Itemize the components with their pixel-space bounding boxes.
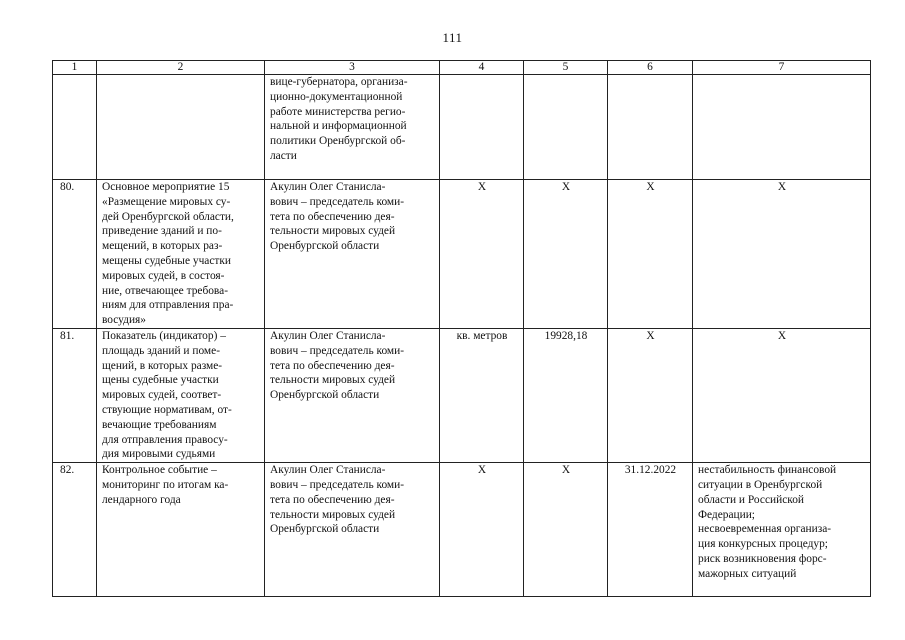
- text-line: ситуации в Оренбургской: [698, 478, 823, 491]
- value-cell: 19928,18: [524, 329, 608, 463]
- text-line: Оренбургской области: [270, 389, 380, 402]
- text-line: Акулин Олег Станисла-: [270, 330, 386, 342]
- text-line: Основное мероприятие 15: [102, 181, 230, 193]
- text-line: нестабильность финансовой: [698, 464, 837, 477]
- text-line: несвоевременная организа-: [698, 523, 832, 536]
- text-line: мажорных ситуаций: [698, 567, 797, 580]
- risks-cell: [693, 329, 871, 463]
- text-line: мещены судебные участки: [102, 254, 232, 267]
- text-line: риск возникновения форс-: [698, 552, 827, 565]
- unit-cell: Х: [440, 180, 524, 329]
- text-line: мировых судей, соответ-: [102, 389, 222, 402]
- row-number: 81.: [53, 329, 97, 463]
- text-line: мировых судей, в состоя-: [102, 269, 225, 282]
- text-line: вович – председатель коми-: [270, 478, 405, 491]
- table-row: [53, 180, 871, 329]
- date-cell: 31.12.2022: [608, 463, 693, 597]
- responsible-person: [265, 180, 440, 329]
- date-cell: [608, 75, 693, 180]
- header-cell: 5: [524, 61, 608, 75]
- plan-table: [52, 60, 871, 597]
- unit-cell: [440, 75, 524, 180]
- risks-cell: [693, 463, 871, 597]
- table-row: [53, 463, 871, 597]
- unit-cell: Х: [440, 463, 524, 597]
- header-cell: 3: [265, 61, 440, 75]
- text-line: ция конкурсных процедур;: [698, 538, 828, 551]
- text-line: щены судебные участки: [102, 374, 219, 387]
- text-line: Х: [777, 330, 787, 342]
- text-line: ствующие нормативам, от-: [102, 403, 232, 416]
- text-line: политики Оренбургской об-: [270, 135, 406, 148]
- text-line: щений, в которых разме-: [102, 359, 223, 372]
- value-cell: [524, 75, 608, 180]
- event-name: [97, 463, 265, 597]
- header-cell: 7: [693, 61, 871, 75]
- row-number: 82.: [53, 463, 97, 597]
- value-cell: Х: [524, 180, 608, 329]
- header-cell: 6: [608, 61, 693, 75]
- page-number: 111: [442, 30, 463, 45]
- event-name: [97, 180, 265, 329]
- event-name: [97, 329, 265, 463]
- text-line: мониторинг по итогам ка-: [102, 478, 229, 491]
- responsible-person: [265, 75, 440, 180]
- date-cell: Х: [608, 180, 693, 329]
- text-line: восудия»: [102, 314, 146, 327]
- text-line: тельности мировых судей: [270, 374, 396, 387]
- text-line: Показатель (индикатор) –: [102, 330, 226, 342]
- text-line: Оренбургской области: [270, 523, 380, 536]
- text-line: ционно-документационной: [270, 90, 403, 103]
- text-line: Федерации;: [698, 508, 755, 521]
- text-line: Акулин Олег Станисла-: [270, 181, 386, 193]
- text-line: области и Российской: [698, 493, 805, 506]
- row-number: [53, 75, 97, 180]
- date-cell: Х: [608, 329, 693, 463]
- text-line: ние, отвечающее требова-: [102, 284, 229, 297]
- unit-cell: кв. метров: [440, 329, 524, 463]
- text-line: Оренбургской области: [270, 240, 380, 253]
- risks-cell: [693, 180, 871, 329]
- text-line: тельности мировых судей: [270, 508, 396, 521]
- header-cell: 1: [53, 61, 97, 75]
- table-row: [53, 329, 871, 463]
- text-line: тета по обеспечению дея-: [270, 493, 395, 506]
- text-line: тета по обеспечению дея-: [270, 359, 395, 372]
- risks-cell: [693, 75, 871, 180]
- text-line: вечающие требованиям: [102, 418, 217, 431]
- value-cell: Х: [524, 463, 608, 597]
- text-line: приведение зданий и по-: [102, 225, 222, 238]
- row-number: 80.: [53, 180, 97, 329]
- text-line: ласти: [270, 149, 297, 162]
- text-line: лендарного года: [102, 493, 181, 506]
- text-line: дия мировыми судьями: [102, 448, 216, 461]
- header-row: [53, 61, 871, 75]
- responsible-person: [265, 329, 440, 463]
- header-cell: 4: [440, 61, 524, 75]
- text-line: Контрольное событие –: [102, 464, 217, 477]
- text-line: вович – председатель коми-: [270, 344, 405, 357]
- text-line: тельности мировых судей: [270, 225, 396, 238]
- text-line: нальной и информационной: [270, 120, 407, 133]
- table-row: [53, 75, 871, 180]
- text-line: вович – председатель коми-: [270, 195, 405, 208]
- responsible-person: [265, 463, 440, 597]
- text-line: Х: [777, 181, 787, 193]
- header-cell: 2: [97, 61, 265, 75]
- text-line: площадь зданий и поме-: [102, 344, 220, 357]
- text-line: работе министерства регио-: [270, 105, 406, 118]
- text-line: дей Оренбургской области,: [102, 210, 234, 223]
- text-line: Акулин Олег Станисла-: [270, 464, 386, 477]
- text-line: «Размещение мировых су-: [102, 195, 231, 208]
- text-line: тета по обеспечению дея-: [270, 210, 395, 223]
- text-line: ниям для отправления пра-: [102, 299, 234, 312]
- text-line: для отправления правосу-: [102, 433, 228, 446]
- event-name: [97, 75, 265, 180]
- text-line: мещений, в которых раз-: [102, 240, 223, 253]
- text-line: вице-губернатора, организа-: [270, 76, 408, 88]
